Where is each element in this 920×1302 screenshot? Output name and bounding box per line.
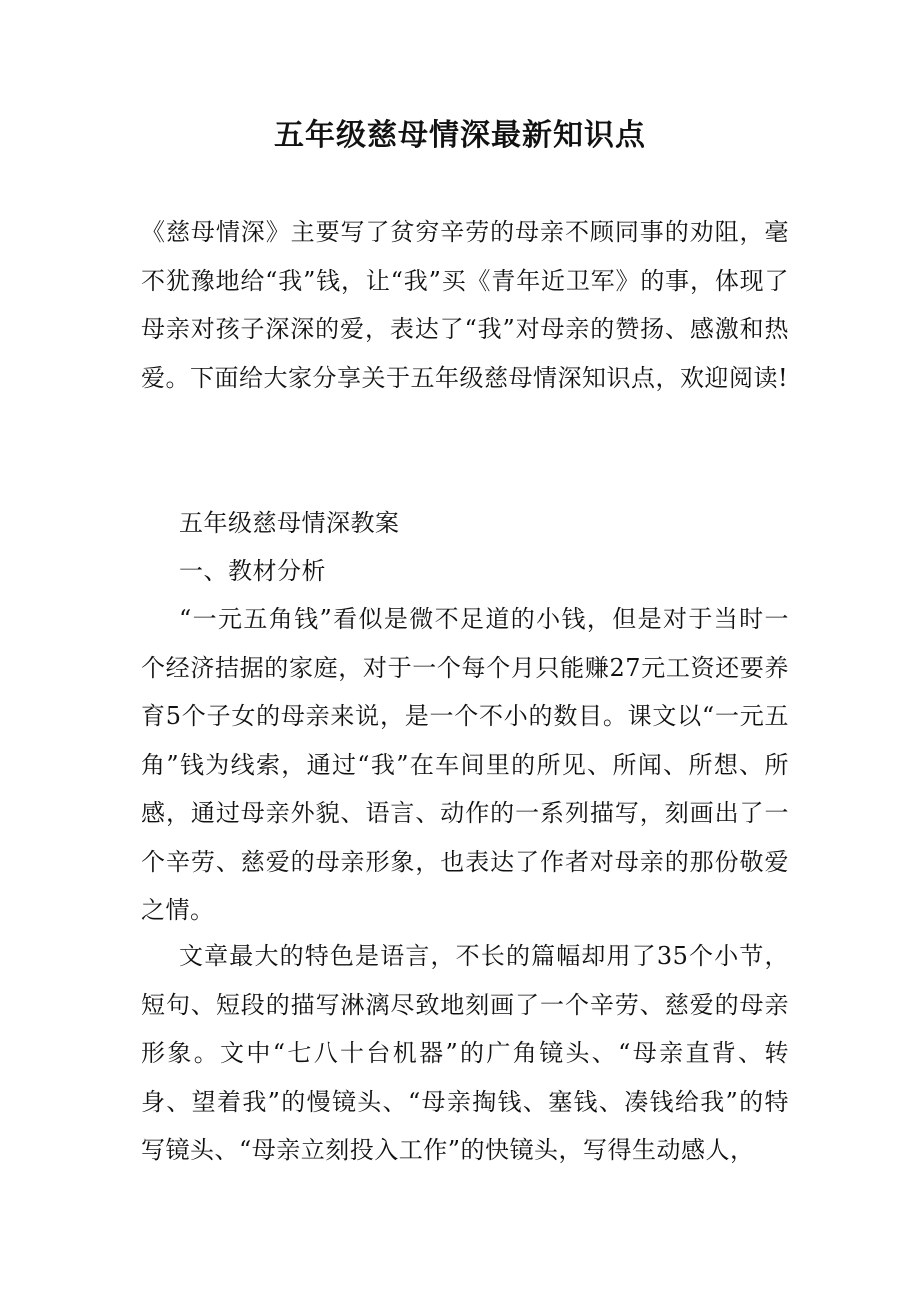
section-heading: 一、教材分析 <box>179 557 326 585</box>
intro-paragraph: 《慈母情深》主要写了贫穷辛劳的母亲不顾同事的劝阻，毫不犹豫地给“我”钱，让“我”买《青年近卫军》的事，体现了母亲对孩子深深的爱，表达了“我”对母亲的赞扬、感激和热爱。下面给大家分享关于五年级慈母情深知识点，欢迎阅读! <box>141 218 789 392</box>
body-paragraph: 文章最大的特色是语言，不长的篇幅却用了35个小节，短句、短段的描写淋漓尽致地刻画了一个辛劳、慈爱的母亲形象。文中“七八十台机器”的广角镜头、“母亲直背、转身、望着我”的慢镜头、“母亲掏钱、塞钱、凑钱给我”的特写镜头、“母亲立刻投入工作”的快镜头，写得生动感人， <box>141 942 789 1164</box>
body-paragraph: “一元五角钱”看似是微不足道的小钱，但是对于当时一个经济拮据的家庭，对于一个每个月只能赚27元工资还要养育5个子女的母亲来说，是一个不小的数目。课文以“一元五角”钱为线索，通过“我”在车间里的所见、所闻、所想、所感，通过母亲外貌、语言、动作的一系列描写，刻画出了一个辛劳、慈爱的母亲形象，也表达了作者对母亲的那份敬爱之情。 <box>141 605 789 924</box>
lesson-heading: 五年级慈母情深教案 <box>179 509 400 537</box>
document-title: 五年级慈母情深最新知识点 <box>274 118 646 153</box>
